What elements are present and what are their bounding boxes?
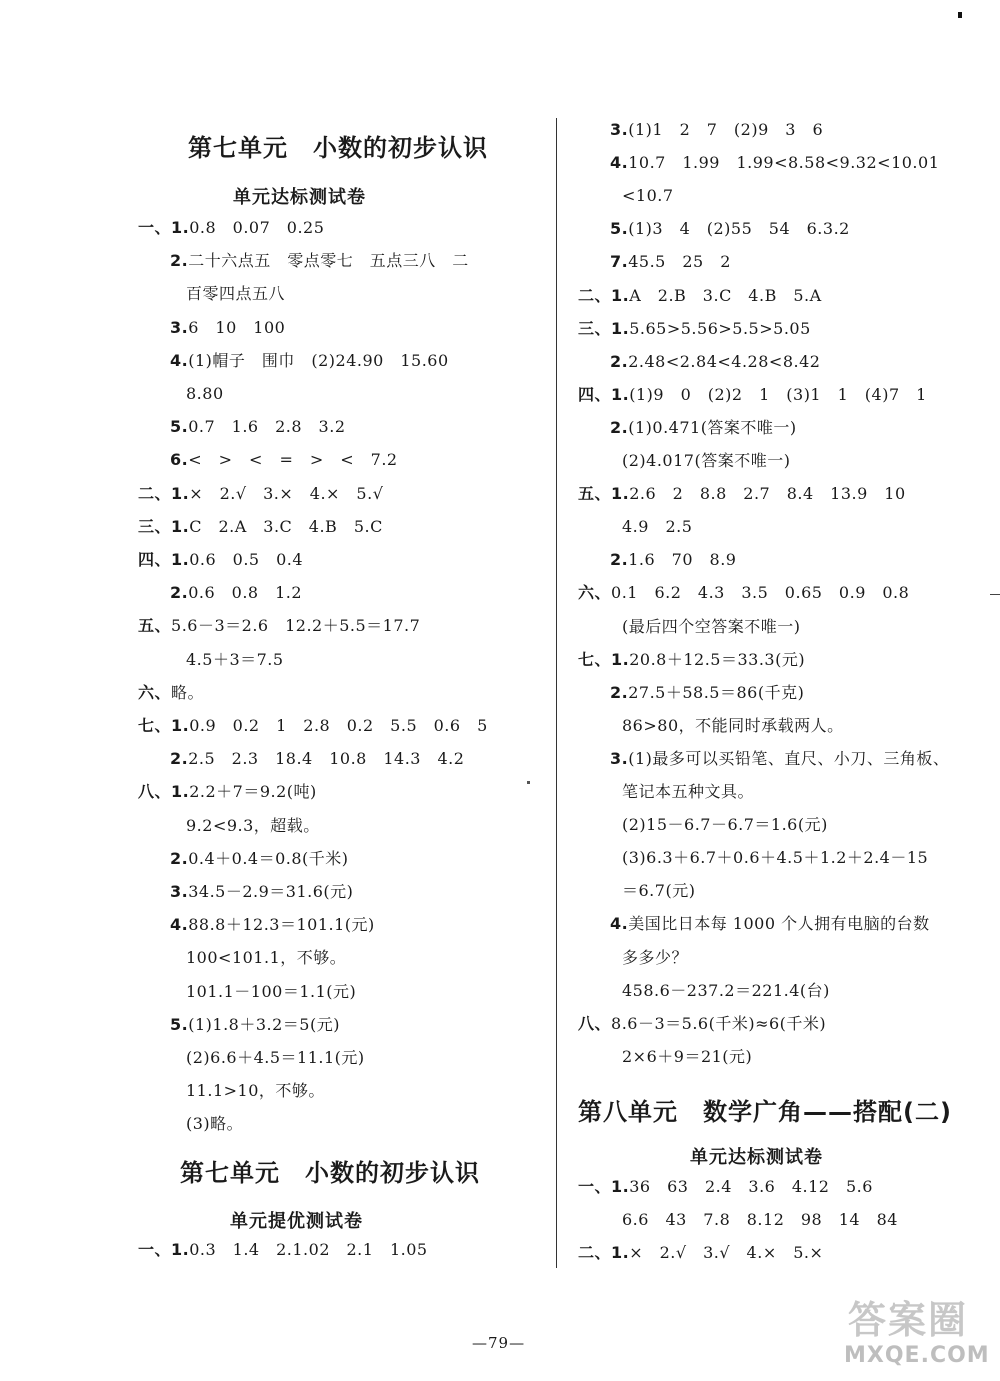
answer-text: (1)1 2 7 (2)9 3 6 [628,120,824,139]
answer-line [138,484,383,504]
answer-number: 七、1. [138,716,190,735]
answer-text: 0.7 1.6 2.8 3.2 [188,417,346,437]
answer-line [622,186,674,206]
answer-text: 2×6＋9＝21(元) [622,1046,753,1066]
answer-text: 4.5＋3＝7.5 [186,649,284,669]
answer-number: 2. [610,417,629,437]
answer-number: 2. [170,583,189,603]
answer-line [186,650,284,670]
answer-line [622,815,828,835]
answer-line [170,749,464,769]
answer-text: 8.80 [186,384,224,403]
answer-number: 3. [170,882,189,901]
answer-text: 二十六点五 零点零七 五点三八 二 [188,251,469,271]
watermark-bottom-text: MXQE.COM [844,1343,990,1368]
answer-number: 4. [170,350,189,370]
answer-line [578,583,909,603]
answer-number: 2. [610,682,629,702]
answer-text: (最后四个空答案不唯一) [622,616,801,636]
answer-text: 0.9 0.2 1 2.8 0.2 5.5 0.6 5 [189,716,488,735]
answer-line [170,351,449,371]
answer-line [610,252,731,272]
answer-text: (1)最多可以买铅笔、直尺、小刀、三角板、 [628,748,950,768]
answer-line [610,914,930,934]
answer-line [186,816,320,836]
answer-line [622,451,790,471]
answer-number: 五、 [138,616,172,636]
answer-text: C 2.A 3.C 4.B 5.C [189,516,383,536]
answer-number: 3. [610,748,629,768]
answer-line [578,385,927,405]
answer-text: 0.6 0.5 0.4 [189,550,304,569]
column-divider [556,118,557,1268]
answer-text: 0.1 6.2 4.3 3.5 0.65 0.9 0.8 [611,583,910,603]
answer-number: 二、1. [578,1243,630,1263]
answer-line [578,1014,826,1034]
answer-text: (3)略。 [186,1114,244,1134]
answer-number: 5. [170,1014,189,1034]
answer-number: 3. [170,317,189,337]
answer-line [610,418,797,438]
answer-number: 2. [610,550,629,570]
answer-text: 36 63 2.4 3.6 4.12 5.6 [629,1177,873,1196]
answer-line [138,218,324,238]
answer-text: 5.6－3＝2.6 12.2＋5.5＝17.7 [171,616,421,636]
answer-number: 三、1. [138,516,190,536]
answer-number: 4. [610,914,629,934]
edge-tick [990,594,1000,595]
answer-number: 三、1. [578,318,630,338]
answer-text: 略。 [171,682,205,702]
answer-text: 6 10 100 [188,317,286,337]
answer-line [622,1210,898,1230]
answer-number: 6. [170,450,189,470]
answer-text: 9.2<9.3，超载。 [186,815,320,835]
answer-text: 11.1>10，不够。 [186,1081,325,1101]
answer-text: (2)6.6＋4.5＝11.1(元) [186,1048,365,1067]
answer-number: 二、1. [138,483,190,503]
answer-line [186,1048,365,1068]
answer-text: 0.8 0.07 0.25 [189,218,325,237]
answer-line [186,1114,243,1134]
answer-text: (1)3 4 (2)55 54 6.3.2 [628,219,850,239]
answer-line [170,450,398,470]
answer-text: 20.8＋12.5＝33.3(元) [629,649,806,669]
answer-number: 二、1. [578,285,630,305]
answer-line [170,849,349,869]
answer-text: 1.6 70 8.9 [628,550,737,570]
answer-line [622,1047,752,1067]
answer-text: 27.5＋58.5＝86(千克) [628,682,805,702]
section-title: 第八单元 数学广角——搭配(二) [578,1098,952,1126]
page-number: —79— [472,1334,526,1352]
answer-number: 2. [610,351,629,371]
answer-number: 七、1. [578,649,630,669]
answer-text: (1)9 0 (2)2 1 (3)1 1 (4)7 1 [629,384,927,404]
answer-text: 2.2＋7＝9.2(吨) [189,782,317,802]
answer-line [138,782,317,802]
answer-number: 一、1. [138,218,190,237]
answer-text: 100<101.1，不够。 [186,948,347,968]
answer-line [622,848,928,868]
answer-text: (1)0.471(答案不唯一) [628,417,797,437]
answer-text: 5.65>5.56>5.5>5.05 [629,318,811,338]
answer-line [578,286,822,306]
answer-number: 4. [170,915,189,935]
answer-line [170,417,346,437]
section-title: 第七单元 小数的初步认识 [188,134,488,162]
answer-line [610,120,823,140]
answer-number: 四、1. [578,384,630,404]
answer-line [578,650,805,670]
answer-text: (2)4.017(答案不唯一) [622,451,791,470]
answer-line [578,1243,823,1263]
answer-text: 2.48<2.84<4.28<8.42 [628,351,821,371]
answer-line [578,1177,873,1197]
answer-text: × 2.√ 3.× 4.× 5.√ [189,483,384,503]
answer-text: (3)6.3＋6.7＋0.6＋4.5＋1.2＋2.4－15 [622,848,929,868]
answer-line [186,384,224,404]
answer-text: 6.6 43 7.8 8.12 98 14 84 [622,1210,898,1230]
answer-text: 34.5－2.9＝31.6(元) [188,882,354,901]
answer-line [610,550,736,570]
speck [527,781,530,784]
answer-text: 86>80，不能同时承载两人。 [622,715,844,735]
answer-text: 0.6 0.8 1.2 [188,583,303,603]
answer-line [622,617,801,637]
answer-text: 0.3 1.4 2.1.02 2.1 1.05 [189,1240,428,1259]
answer-number: 八、 [578,1013,612,1033]
answer-text: 458.6－237.2＝221.4(台) [622,980,830,1000]
answer-text: 2.6 2 8.8 2.7 8.4 13.9 10 [629,484,906,504]
answer-text: 4.9 2.5 [622,517,693,537]
answer-line [170,915,375,935]
answer-text: (2)15－6.7－6.7＝1.6(元) [622,815,828,835]
answer-number: 一、1. [138,1240,190,1259]
answer-text: × 2.√ 3.√ 4.× 5.× [629,1243,824,1263]
answer-text: ＝6.7(元) [622,881,696,901]
answer-text: 2.5 2.3 18.4 10.8 14.3 4.2 [188,749,465,769]
section-subtitle: 单元提优测试卷 [230,1211,363,1232]
answer-line [610,219,850,239]
answer-line [622,716,844,736]
answer-line [138,683,204,703]
answer-line [622,782,754,802]
answer-number: 2. [170,251,189,271]
answer-number: 八、1. [138,782,190,802]
answer-line [610,683,804,703]
answer-number: 2. [170,848,189,868]
answer-line [138,517,383,537]
answer-number: 四、1. [138,550,190,569]
answer-text: 10.7 1.99 1.99<8.58<9.32<10.01 [628,153,940,173]
answer-text: 笔记本五种文具。 [622,782,755,801]
answer-number: 六、 [138,682,172,702]
answer-number: 5. [170,417,189,437]
answer-text: 0.4＋0.4＝0.8(千米) [188,848,349,868]
answer-number: 六、 [578,583,612,603]
answer-line [610,749,949,769]
answer-text: (1)1.8＋3.2＝5(元) [188,1014,340,1034]
answer-text: 45.5 25 2 [628,252,731,272]
section-subtitle: 单元达标测试卷 [233,187,366,208]
answer-line [170,1015,340,1035]
answer-line [186,284,285,304]
answer-number: 一、1. [578,1177,630,1196]
answer-number: 五、1. [578,484,630,504]
watermark-top-text: 答案圈 [848,1298,969,1342]
answer-line [610,352,820,372]
answer-line [622,981,830,1001]
answer-line [610,153,939,173]
answer-line [170,251,469,271]
answer-text: 百零四点五八 [186,284,286,304]
answer-line [170,882,353,902]
answer-text: 多多少？ [622,947,689,967]
answer-line [186,948,346,968]
answer-text: 88.8＋12.3＝101.1(元) [188,915,375,935]
answer-line [170,318,285,338]
answer-text: 101.1－100＝1.1(元) [186,981,357,1001]
answer-line [186,982,356,1002]
answer-line [622,881,695,901]
answer-text: 美国比日本每 1000 个人拥有电脑的台数 [628,914,930,934]
watermark-logo [842,1285,992,1375]
answer-line [578,484,906,504]
edge-mark [958,12,962,18]
answer-line [138,616,420,636]
answer-line [138,550,303,570]
answer-line [622,948,688,968]
section-subtitle: 单元达标测试卷 [690,1147,823,1168]
answer-text: < > < = > < 7.2 [188,450,398,470]
answer-number: 3. [610,120,629,139]
answer-line [138,716,488,736]
answer-line [186,1081,325,1101]
answer-number: 4. [610,153,629,173]
answer-line [622,517,692,537]
answer-number: 5. [610,219,629,239]
answer-line [578,319,811,339]
answer-line [170,583,302,603]
answer-text: (1)帽子 围巾 (2)24.90 15.60 [188,350,449,370]
answer-text: A 2.B 3.C 4.B 5.A [629,285,822,305]
answer-number: 7. [610,252,629,272]
answer-text: <10.7 [622,186,674,206]
answer-line [138,1240,428,1260]
answer-text: 8.6－3＝5.6(千米)≈6(千米) [611,1013,827,1033]
answer-number: 2. [170,749,189,769]
section-title: 第七单元 小数的初步认识 [180,1159,480,1187]
